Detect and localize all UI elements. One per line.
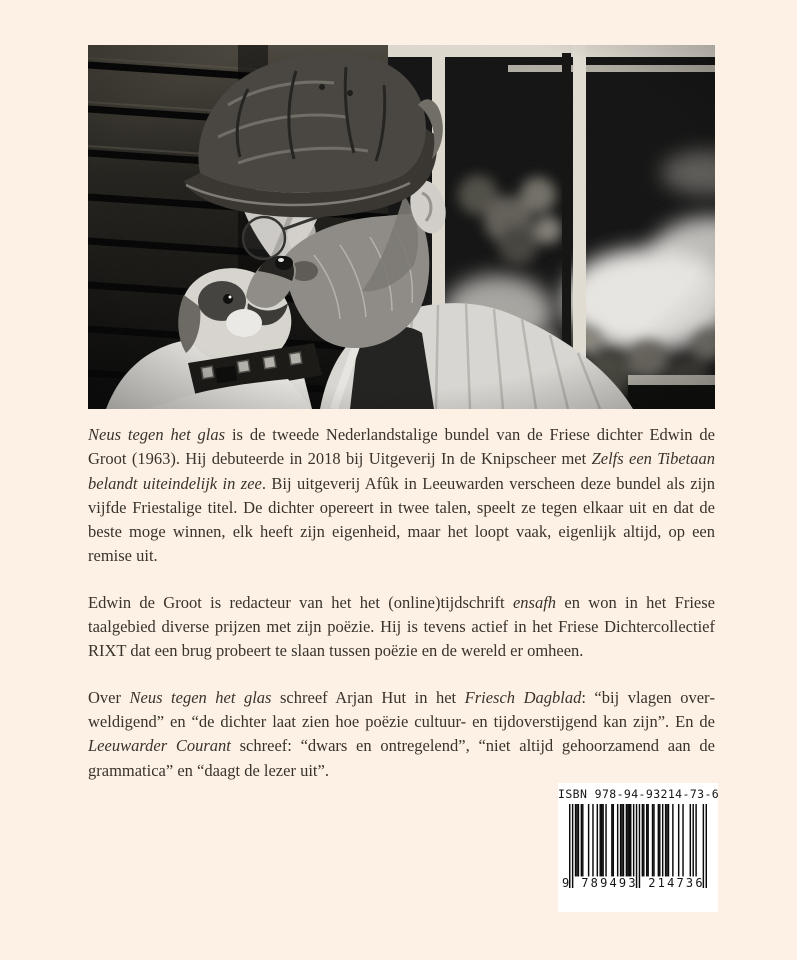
italic-text: Friesch Dagblad <box>464 687 582 707</box>
barcode-digit-lead: 9 <box>562 876 570 890</box>
body-text: Edwin de Groot is redacteur van het het (online)tijdschrift <box>88 592 513 612</box>
barcode-digit-group2: 214736 <box>648 876 705 890</box>
body-text: . Bij uitgeverij Afûk in Leeuwarden verscheen deze bundel als zijn vijfde Friestalige titel. De dichter opereert in twee talen, speelt ze tegen elkaar uit en dat de beste moge winnen, elk heeft zijn eigenheid, maar het loopt vaak, eigenlijk altijd, op een remise uit. <box>88 473 715 566</box>
body-text: schreef: “dwars en ontregelend”, “niet altijd gehoorzamend aan de grammatica” en “daagt de lezer uit”. <box>88 736 715 780</box>
author-photo <box>88 45 715 409</box>
paragraph <box>88 591 715 664</box>
author-photo-art <box>88 45 715 409</box>
italic-text: Zelfs een Tibetaan belandt uiteindelijk in zee <box>88 449 715 493</box>
body-text: en won in het Friese taalgebied diverse prijzen met zijn poëzie. Hij is tevens actief in het Friese Dichtercollectief RIXT dat een brug probeert te slaan tussen poëzie en de wereld er omheen. <box>88 592 715 661</box>
back-cover-paragraphs <box>88 423 715 805</box>
barcode-digits <box>562 876 710 890</box>
italic-text: Neus tegen het glas <box>88 425 226 444</box>
body-text: is de tweede Nederlandstalige bundel van de Friese dichter Edwin de Groot (1963). Hij debuteerde in 2018 bij Uitgeverij In de Knipscheer met <box>88 425 715 469</box>
body-text: : “bij vlagen overweldigend” en “de dichter laat zien hoe poëzie cultuur- en tijdoverstijgend kan zijn”. En de <box>88 687 716 731</box>
paragraph <box>88 686 715 783</box>
body-text: schreef Arjan Hut in het <box>271 687 465 707</box>
body-text: Over <box>88 687 130 707</box>
italic-text: Neus tegen het glas <box>129 687 272 707</box>
paragraph <box>88 423 715 569</box>
italic-text: Leeuwarder Courant <box>88 736 231 756</box>
italic-text: ensafh <box>512 592 557 612</box>
barcode-block <box>558 783 718 912</box>
isbn-text: ISBN 978-94-93214-73-6 <box>558 787 720 801</box>
barcode-digit-group1: 789493 <box>581 876 638 890</box>
